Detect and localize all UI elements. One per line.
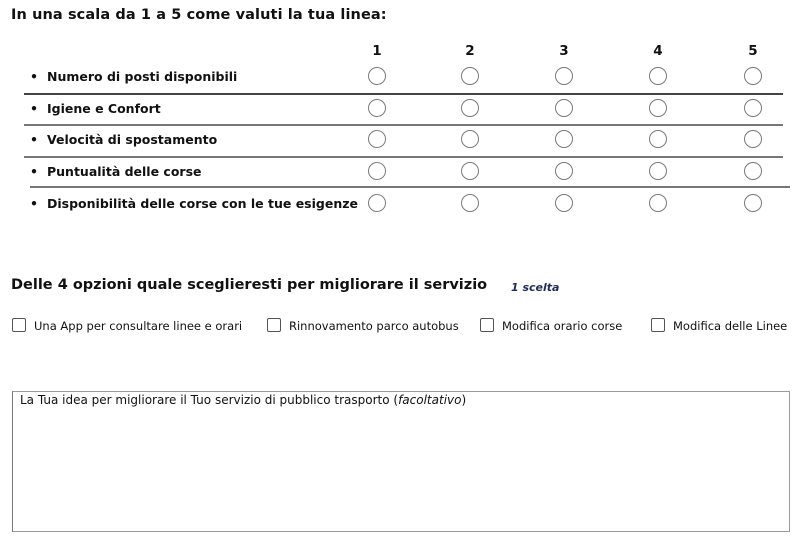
scale-header-4: 4: [653, 43, 663, 59]
checkbox-orario-label[interactable]: Modifica orario corse: [502, 319, 623, 333]
bullet-icon: •: [30, 164, 38, 179]
row-divider: [24, 124, 783, 126]
checkbox-rinnovamento-label[interactable]: Rinnovamento parco autobus: [289, 319, 459, 333]
bullet-icon: •: [30, 132, 38, 147]
radio-puntualita-2[interactable]: [461, 162, 479, 180]
scale-header-3: 3: [559, 43, 569, 59]
radio-igiene-2[interactable]: [461, 99, 479, 117]
radio-puntualita-4[interactable]: [649, 162, 667, 180]
bullet-icon: •: [30, 101, 38, 116]
radio-posti-5[interactable]: [744, 67, 762, 85]
radio-puntualita-1[interactable]: [368, 162, 386, 180]
idea-textarea[interactable]: [12, 391, 790, 532]
radio-velocita-4[interactable]: [649, 130, 667, 148]
bullet-icon: •: [30, 196, 38, 211]
rating-question-title: In una scala da 1 a 5 come valuti la tua linea:: [11, 7, 387, 23]
radio-puntualita-3[interactable]: [555, 162, 573, 180]
radio-posti-4[interactable]: [649, 67, 667, 85]
choice-count-hint: 1 scelta: [511, 281, 560, 294]
rating-row-label: • Igiene e Confort: [30, 101, 161, 116]
checkbox-app[interactable]: [12, 318, 26, 332]
rating-row-label: • Puntualità delle corse: [30, 164, 202, 179]
checkbox-app-label[interactable]: Una App per consultare linee e orari: [34, 319, 243, 333]
scale-header-1: 1: [372, 43, 382, 59]
radio-disponibilita-5[interactable]: [744, 194, 762, 212]
radio-posti-2[interactable]: [461, 67, 479, 85]
radio-igiene-1[interactable]: [368, 99, 386, 117]
radio-igiene-4[interactable]: [649, 99, 667, 117]
radio-velocita-3[interactable]: [555, 130, 573, 148]
rating-row-label: • Numero di posti disponibili: [30, 69, 238, 84]
radio-disponibilita-3[interactable]: [555, 194, 573, 212]
radio-igiene-5[interactable]: [744, 99, 762, 117]
row-divider: [30, 186, 790, 188]
radio-velocita-5[interactable]: [744, 130, 762, 148]
radio-velocita-1[interactable]: [368, 130, 386, 148]
scale-header-2: 2: [465, 43, 475, 59]
row-divider: [24, 93, 783, 95]
checkbox-orario[interactable]: [480, 318, 494, 332]
radio-velocita-2[interactable]: [461, 130, 479, 148]
radio-posti-1[interactable]: [368, 67, 386, 85]
radio-puntualita-5[interactable]: [744, 162, 762, 180]
rating-row-label: • Velocità di spostamento: [30, 132, 218, 147]
idea-textarea-label: La Tua idea per migliorare il Tuo servizio di pubblico trasporto (facoltativo): [20, 393, 467, 407]
radio-disponibilita-2[interactable]: [461, 194, 479, 212]
rating-row-label: • Disponibilità delle corse con le tue esigenze: [30, 196, 358, 211]
row-divider: [24, 156, 783, 158]
scale-header-5: 5: [748, 43, 758, 59]
radio-igiene-3[interactable]: [555, 99, 573, 117]
options-question-title: Delle 4 opzioni quale sceglieresti per migliorare il servizio: [11, 277, 488, 293]
radio-disponibilita-4[interactable]: [649, 194, 667, 212]
checkbox-linee[interactable]: [651, 318, 665, 332]
bullet-icon: •: [30, 69, 38, 84]
checkbox-linee-label[interactable]: Modifica delle Linee: [673, 319, 788, 333]
radio-posti-3[interactable]: [555, 67, 573, 85]
checkbox-rinnovamento[interactable]: [267, 318, 281, 332]
radio-disponibilita-1[interactable]: [368, 194, 386, 212]
